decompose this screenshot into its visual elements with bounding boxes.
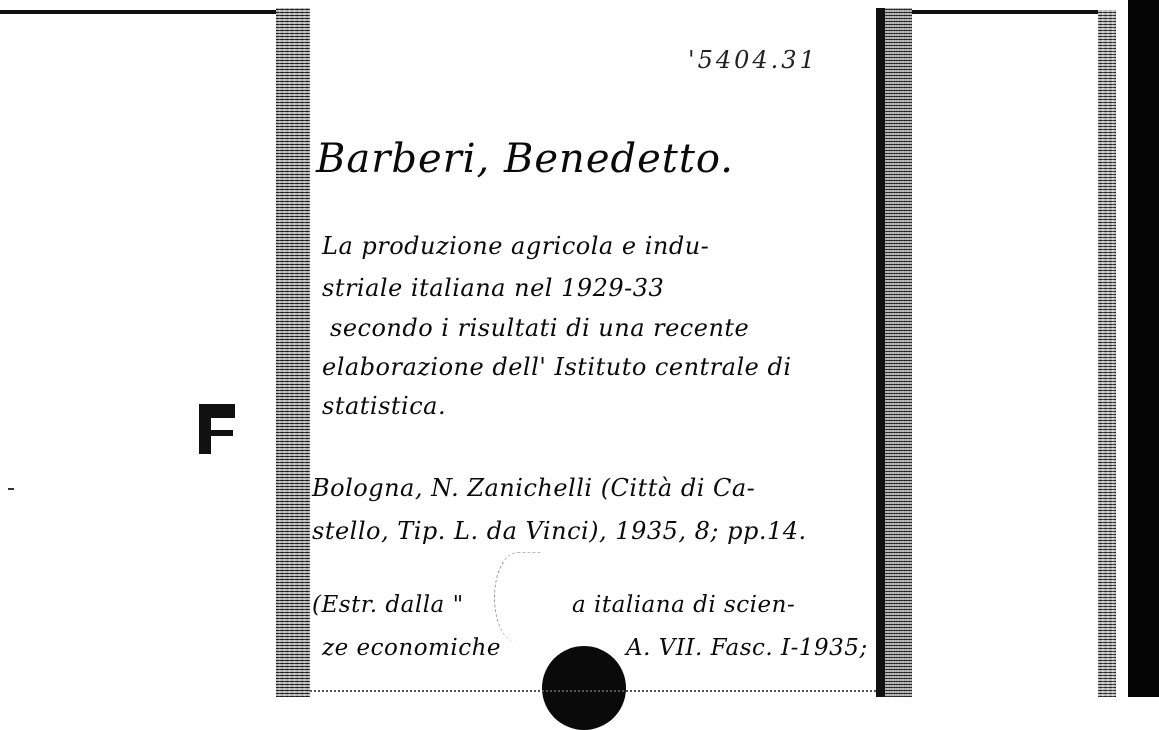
card-bottom-edge [310, 690, 876, 695]
title-line-1: La produzione agricola e indu- [322, 232, 710, 260]
faint-stamp [494, 552, 541, 643]
note-line-1a: (Estr. dalla " [312, 592, 464, 618]
imprint-line-1: Bologna, N. Zanichelli (Città di Ca- [312, 474, 756, 502]
title-line-4: elaborazione dell' Istituto centrale di [322, 353, 792, 381]
tab-mark-nub [211, 430, 233, 436]
tab-mark-leg [199, 418, 211, 454]
tab-mark-bar [199, 404, 235, 418]
index-tab-mark [199, 404, 235, 454]
title-line-5: statistica. [322, 392, 447, 420]
imprint-line-2: stello, Tip. L. da Vinci), 1935, 8; pp.14. [312, 517, 807, 545]
note-line-2a: ze economiche [322, 635, 502, 661]
title-line-2: striale italiana nel 1929-33 [322, 274, 665, 302]
call-number: '5404.31 [688, 46, 818, 74]
scan-border [1128, 0, 1159, 697]
card-left-edge [276, 8, 310, 697]
card-right-edge [876, 8, 912, 697]
adjacent-card-edge [1098, 10, 1116, 697]
scan-speck [8, 488, 14, 490]
note-line-1b: a italiana di scien- [572, 592, 796, 618]
title-line-3: secondo i risultati di una recente [330, 314, 750, 342]
author-heading: Barberi, Benedetto. [316, 136, 735, 182]
punch-hole [542, 646, 626, 730]
note-line-2b: A. VII. Fasc. I-1935; [626, 635, 868, 661]
